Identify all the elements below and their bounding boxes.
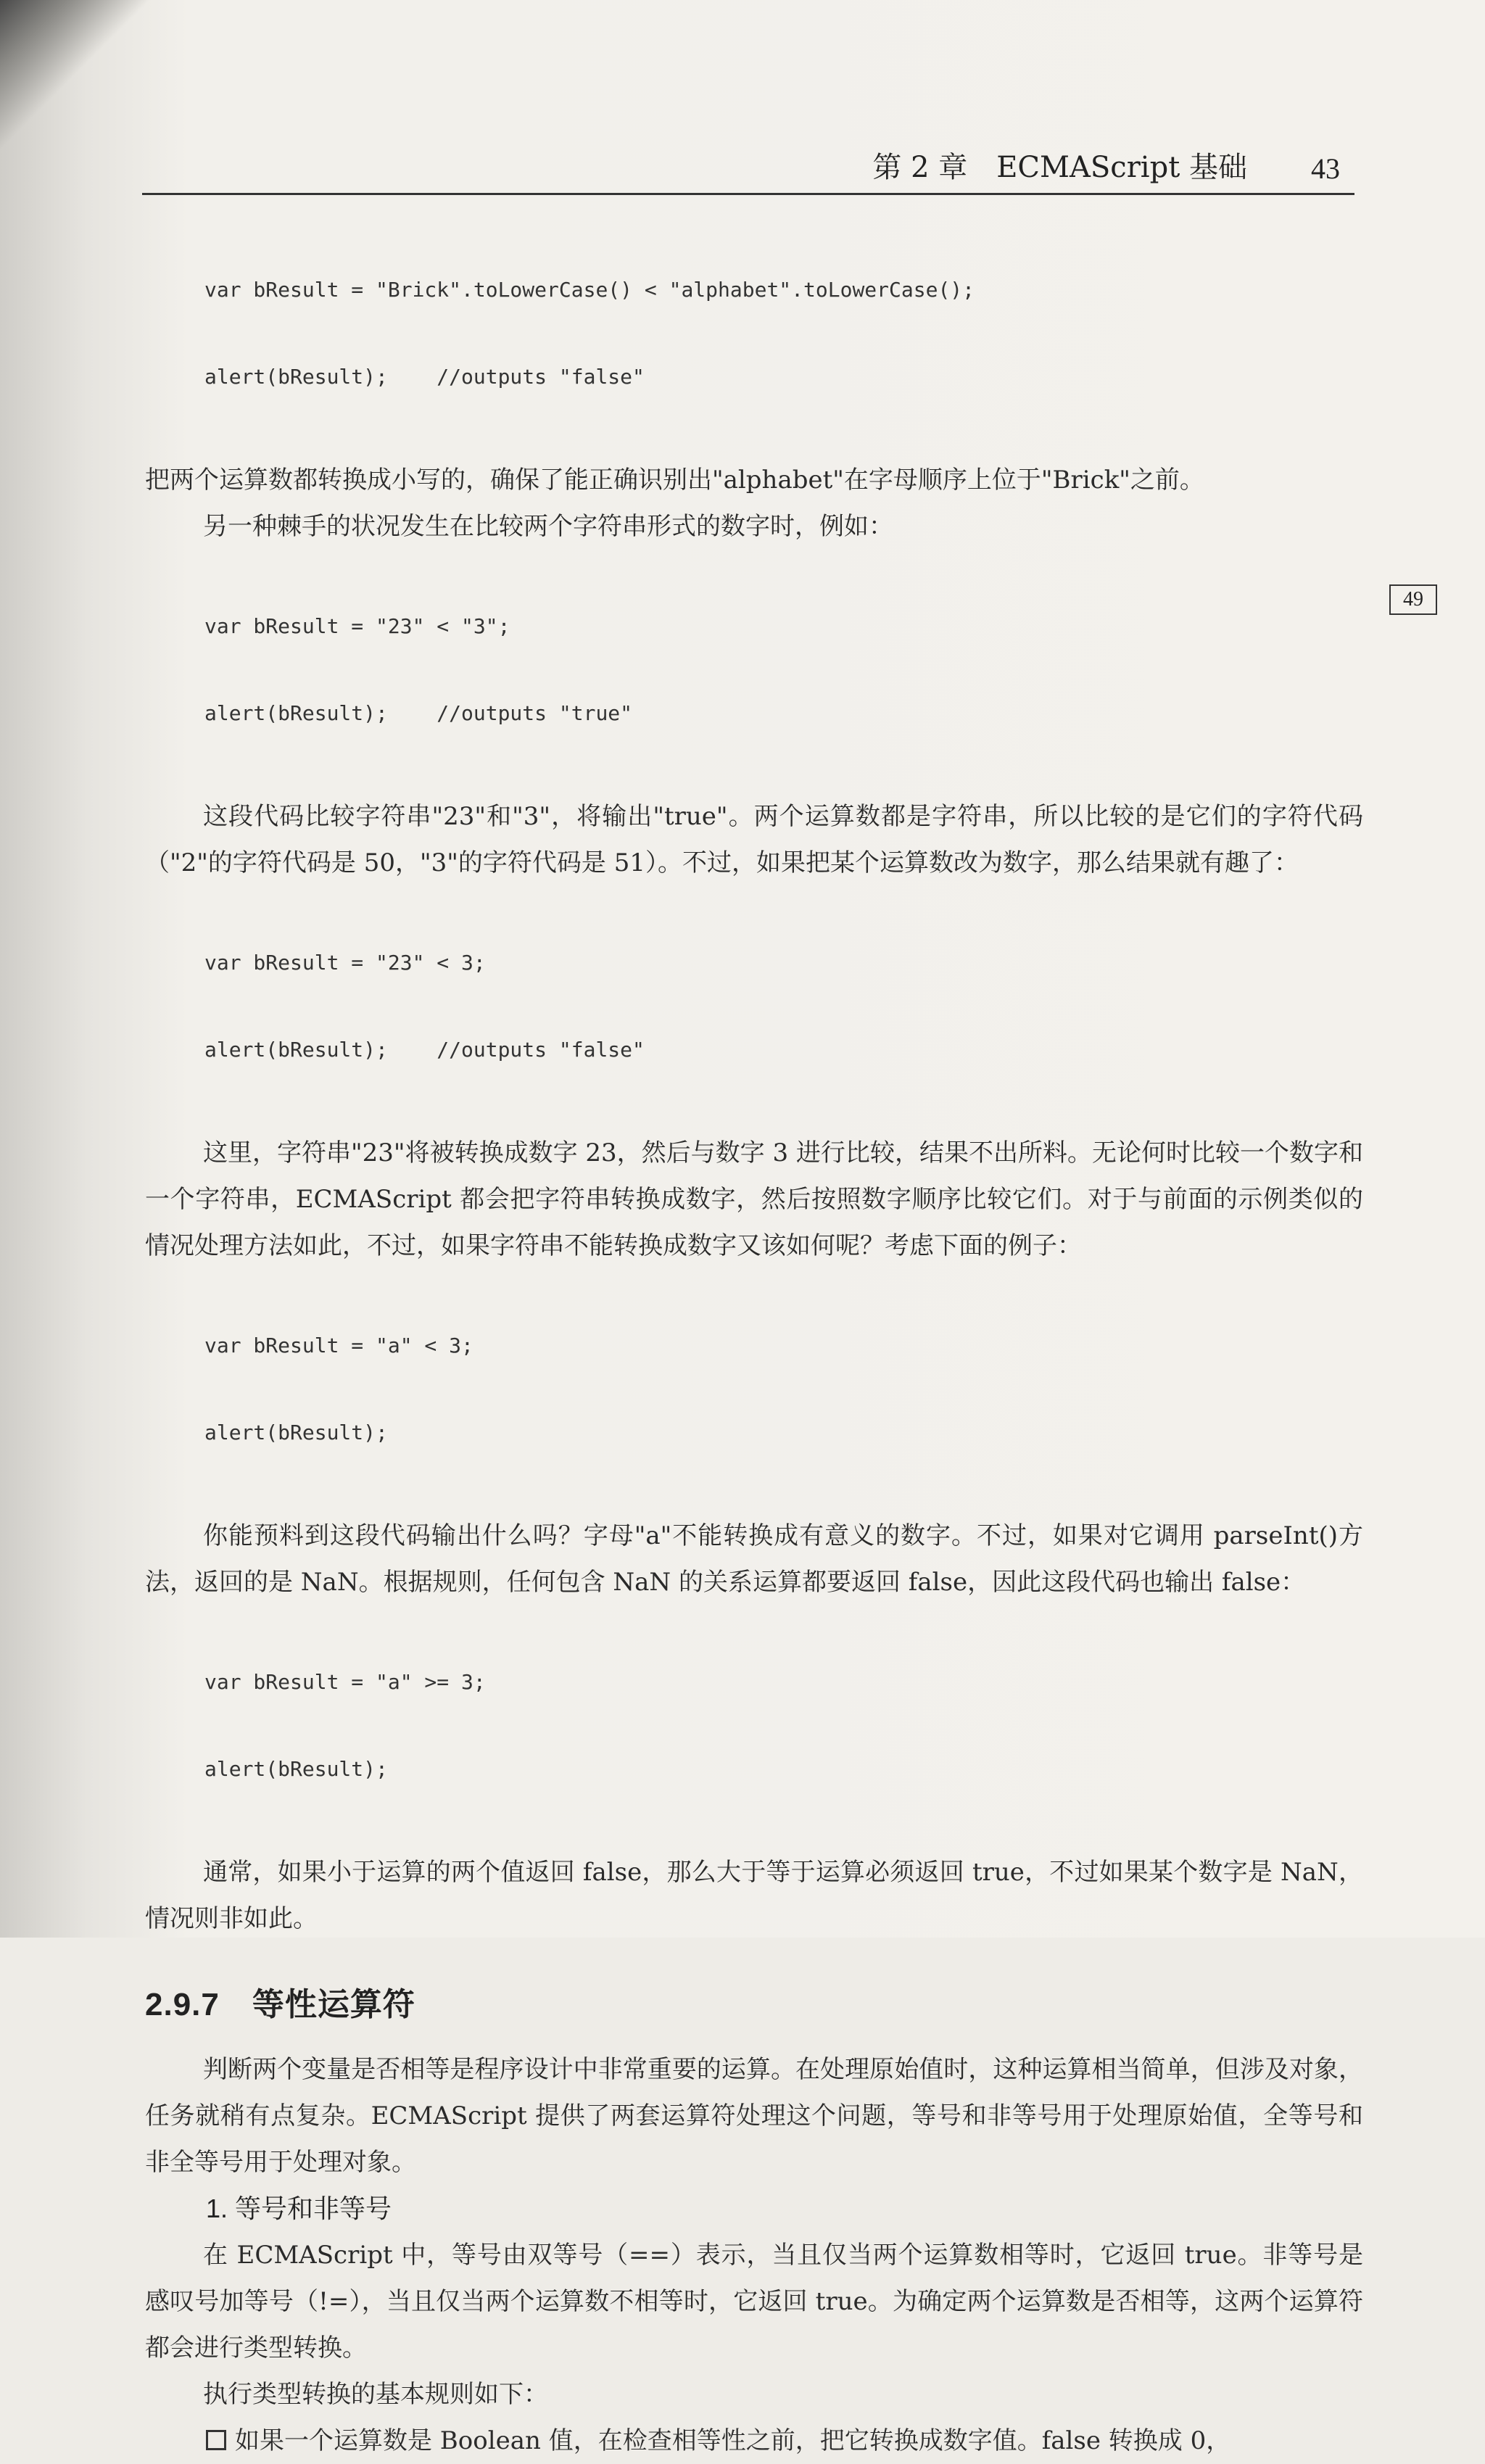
code-line: var bResult = "a" >= 3; bbox=[204, 1670, 486, 1694]
code-line: alert(bResult); bbox=[204, 1757, 388, 1781]
paragraph: 执行类型转换的基本规则如下： bbox=[203, 2380, 548, 2409]
margin-page-reference: 49 bbox=[1389, 584, 1437, 615]
code-line: alert(bResult); //outputs "true" bbox=[204, 701, 633, 725]
code-line: var bResult = "23" < "3"; bbox=[204, 614, 510, 638]
bullet-item bbox=[206, 2418, 1363, 2464]
page-body bbox=[145, 218, 1363, 2464]
code-block bbox=[204, 554, 1363, 786]
paragraph: 判断两个变量是否相等是程序设计中非常重要的运算。在处理原始值时，这种运算相当简单，但涉及对象，任务就稍有点复杂。ECMAScript 提供了两套运算符处理这个问题，等号和非等号用于处理原始值，全等号和非全等号用于处理对象。 bbox=[145, 2055, 1363, 2177]
paragraph: 你能预料到这段代码输出什么吗？字母"a"不能转换成有意义的数字。不过，如果对它调用 parseInt()方法，返回的是 NaN。根据规则，任何包含 NaN 的关系运算都要返回 false，因此这段代码也输出 false： bbox=[145, 1521, 1363, 1597]
paragraph: 在 ECMAScript 中，等号由双等号（==）表示，当且仅当两个运算数相等时，它返回 true。非等号是感叹号加等号（!=），当且仅当两个运算数不相等时，它返回 true。为确定两个运算数是否相等，这两个运算符都会进行类型转换。 bbox=[145, 2241, 1363, 2362]
paragraph: 这段代码比较字符串"23"和"3"，将输出"true"。两个运算数都是字符串，所以比较的是它们的字符代码（"2"的字符代码是 50，"3"的字符代码是 51）。不过，如果把某个运算数改为数字，那么结果就有趣了： bbox=[145, 802, 1363, 877]
paragraph: 这里，字符串"23"将被转换成数字 23，然后与数字 3 进行比较，结果不出所料。无论何时比较一个数字和一个字符串，ECMAScript 都会把字符串转换成数字，然后按照数字顺序比较它们。对于与前面的示例类似的情况处理方法如此，不过，如果字符串不能转换成数字又该如何呢？考虑下面的例子： bbox=[145, 1138, 1363, 1260]
paragraph: 另一种棘手的状况发生在比较两个字符串形式的数字时，例如： bbox=[203, 512, 893, 541]
code-block bbox=[204, 218, 1363, 450]
subsection-heading: 1. 等号和非等号 bbox=[206, 2194, 392, 2223]
page-number: 43 bbox=[1311, 152, 1340, 185]
code-line: alert(bResult); //outputs "false" bbox=[204, 1038, 645, 1062]
paragraph: 通常，如果小于运算的两个值返回 false，那么大于等于运算必须返回 true，不过如果某个数字是 NaN，情况则非如此。 bbox=[145, 1858, 1363, 1933]
code-block bbox=[204, 1273, 1363, 1505]
checkbox-bullet-icon bbox=[206, 2430, 226, 2450]
bullet-text: 如果一个运算数是 Boolean 值，在检查相等性之前，把它转换成数字值。false 转换成 0， bbox=[235, 2426, 1231, 2455]
page-header bbox=[142, 142, 1354, 195]
code-line: var bResult = "a" < 3; bbox=[204, 1334, 473, 1357]
paragraph: 把两个运算数都转换成小写的，确保了能正确识别出"alphabet"在字母顺序上位于"Brick"之前。 bbox=[145, 466, 1204, 495]
code-line: var bResult = "Brick".toLowerCase() < "alphabet".toLowerCase(); bbox=[204, 278, 975, 302]
code-block bbox=[204, 1610, 1363, 1842]
code-line: var bResult = "23" < 3; bbox=[204, 951, 486, 975]
code-line: alert(bResult); //outputs "false" bbox=[204, 365, 645, 389]
section-heading: 2.9.7 等性运算符 bbox=[145, 1987, 415, 2022]
code-line: alert(bResult); bbox=[204, 1421, 388, 1444]
chapter-title: 第 2 章 ECMAScript 基础 bbox=[872, 151, 1247, 184]
code-block bbox=[204, 890, 1363, 1123]
